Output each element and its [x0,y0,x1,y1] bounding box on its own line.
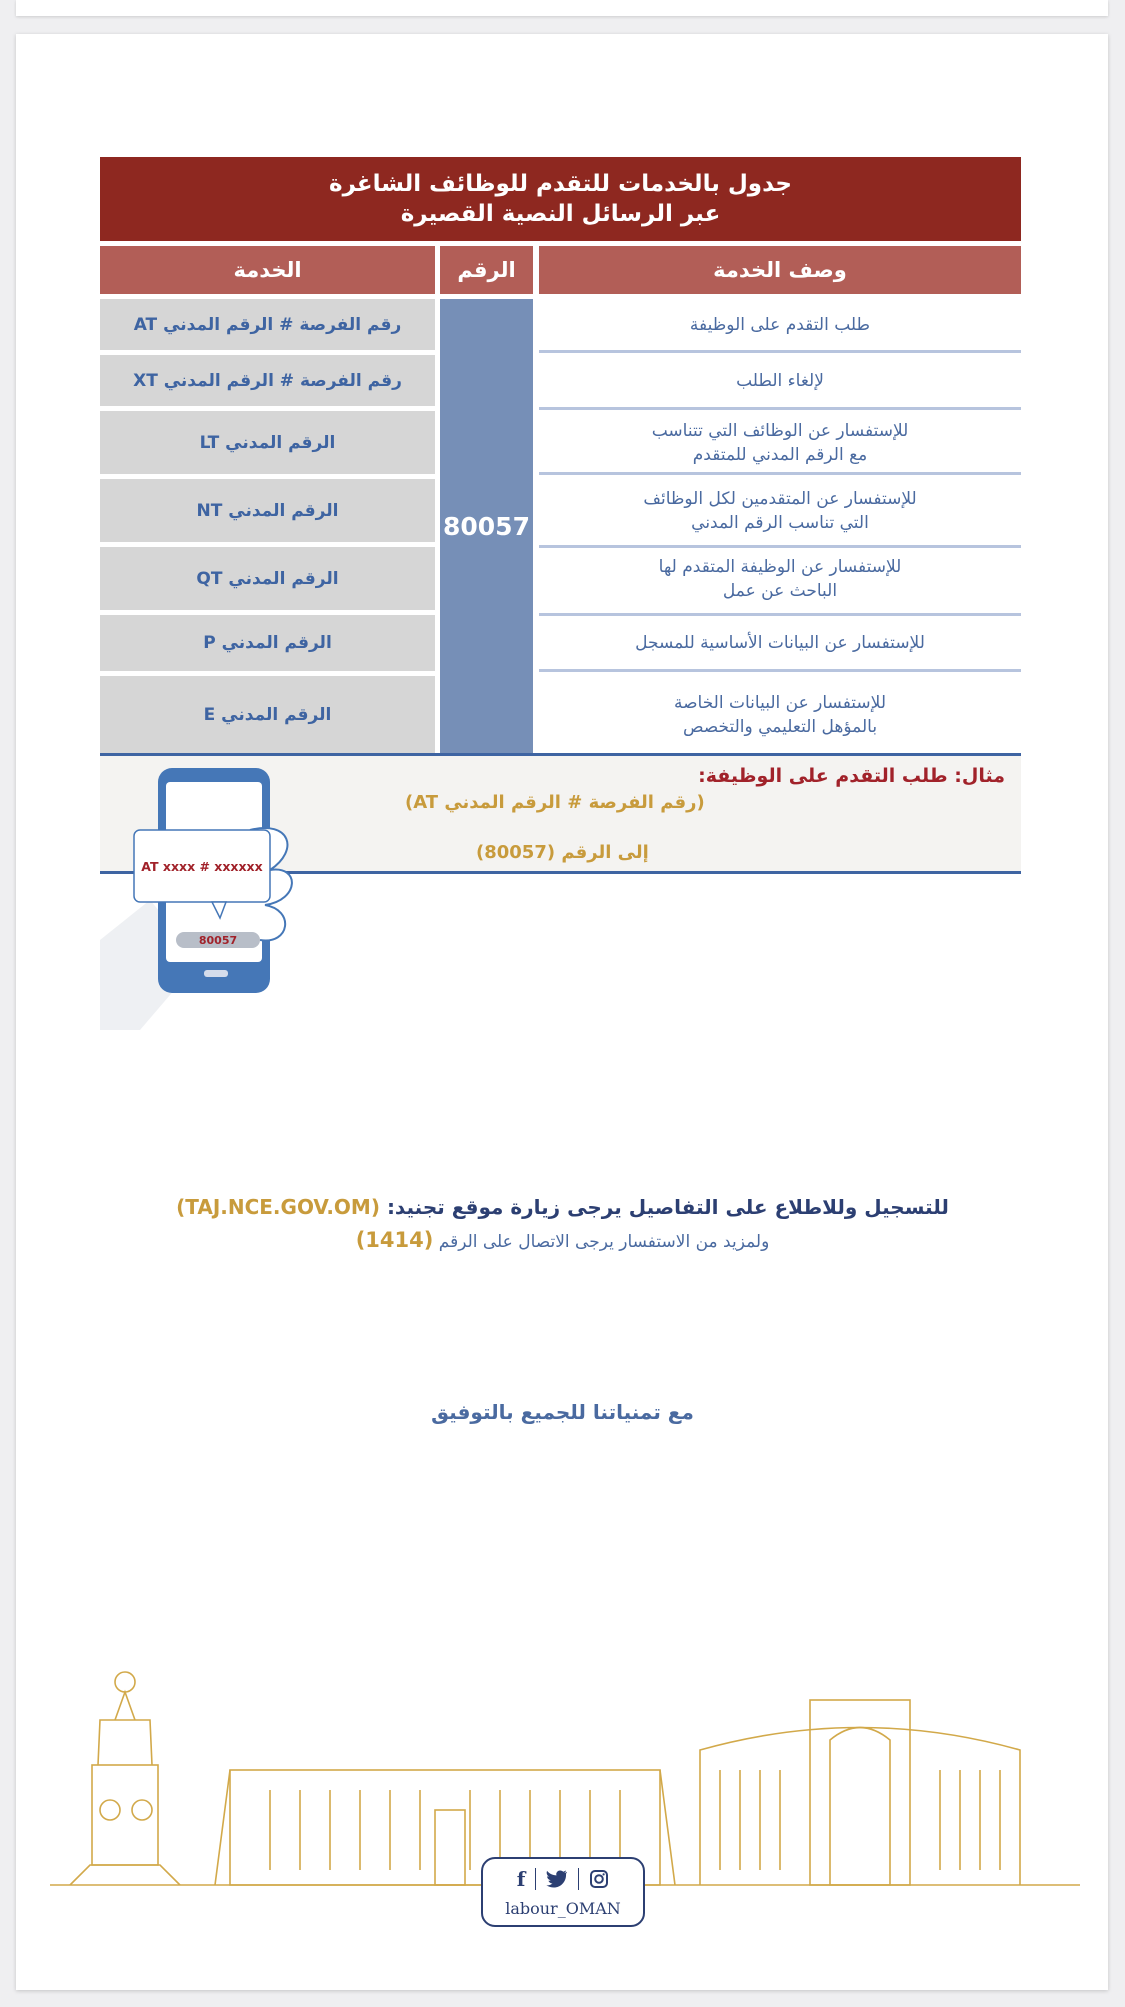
social-handle[interactable]: labour_OMAN [505,1899,621,1918]
description-line: للإستفسار عن البيانات الخاصة [673,692,886,713]
description-line: للإستفسار عن البيانات الأساسية للمسجل [635,633,925,653]
service-cell [100,299,435,350]
register-text: للتسجيل وللاطلاع على التفاصيل يرجى زيارة موقع تجنيد: [386,1195,949,1219]
header-service: الخدمة [100,246,435,294]
description-line: بالمؤهل التعليمي والتخصص [682,716,878,737]
description-line: للإستفسار عن المتقدمين لكل الوظائف [643,488,917,509]
icon-separator [535,1868,536,1890]
clock-face [132,1800,152,1820]
row-divider [539,407,1021,410]
facebook-icon[interactable]: f [516,1867,526,1891]
closing-wishes: مع تمنياتنا للجميع بالتوفيق [431,1400,694,1424]
example-format: (رقم الفرصة # الرقم المدني AT) [405,792,705,813]
description-cell [539,479,1021,542]
description-cell [539,547,1021,610]
description-line: للإستفسار عن الوظائف التي تتناسب [651,420,909,441]
example-title: مثال: طلب التقدم على الوظيفة: [698,765,1005,787]
icon-separator [578,1868,579,1890]
clock-tower-spire [115,1692,135,1720]
service-cell [100,615,435,671]
right-building [700,1728,1020,1886]
description-cell [539,355,1021,406]
phone-number: 80057 [198,934,238,947]
description-cell [539,299,1021,350]
service-text: الرقم المدني NT [196,500,339,521]
description-cell [539,676,1021,753]
service-cell [100,676,435,753]
row-divider [539,669,1021,672]
clock-tower-top [115,1672,135,1692]
contact-phone: (1414) [355,1228,434,1252]
row-divider [539,472,1021,475]
phone-home-button [204,970,228,977]
table-title [100,157,1021,241]
row-divider [539,350,1021,353]
shortcode-cell: 80057 [440,299,533,753]
phone-illustration [100,760,360,1030]
right-building-arch [830,1728,890,1886]
description-cell [539,411,1021,474]
example-destination: إلى الرقم (80057) [476,842,649,863]
description-line: لإلغاء الطلب [736,370,824,391]
clock-face [100,1800,120,1820]
description-line: الباحث عن عمل [722,580,838,601]
previous-page-edge [16,0,1108,16]
sms-text: AT xxxx # xxxxxx [141,859,263,874]
table-title-line1: جدول بالخدمات للتقدم للوظائف الشاغرة [329,171,792,197]
twitter-icon[interactable] [546,1870,568,1888]
service-text: الرقم المدني E [203,704,332,725]
service-cell [100,355,435,406]
clock-tower-upper [98,1720,152,1765]
info-line [0,1228,1125,1252]
service-text: رقم الفرصة # الرقم المدني XT [133,370,402,391]
header-description: وصف الخدمة [539,246,1021,294]
website-link[interactable]: (TAJ.NCE.GOV.OM) [176,1195,380,1219]
middle-building-door [435,1810,465,1885]
info-text: ولمزيد من الاستفسار يرجى الاتصال على الرقم [438,1232,770,1252]
description-line: طلب التقدم على الوظيفة [689,314,871,335]
description-cell [539,615,1021,671]
clock-tower-base [70,1865,180,1885]
right-building-windows [720,1770,1000,1870]
social-box [481,1857,645,1927]
service-text: رقم الفرصة # الرقم المدني AT [133,314,402,335]
table-title-line2: عبر الرسائل النصية القصيرة [400,201,721,227]
service-cell [100,479,435,542]
register-line [0,1195,1125,1219]
service-text: الرقم المدني LT [199,432,336,453]
instagram-icon[interactable] [589,1869,609,1889]
header-number: الرقم [440,246,533,294]
service-text: الرقم المدني P [203,633,332,653]
description-line: مع الرقم المدني للمتقدم [692,444,868,465]
service-cell [100,411,435,474]
service-text: الرقم المدني QT [196,568,339,589]
social-icons [483,1867,643,1891]
service-cell [100,547,435,610]
description-line: التي تناسب الرقم المدني [691,512,869,533]
description-line: للإستفسار عن الوظيفة المتقدم لها [658,556,902,577]
